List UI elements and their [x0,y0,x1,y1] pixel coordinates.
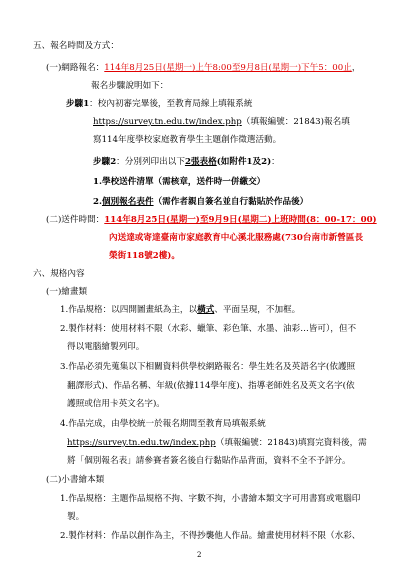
step1-label: 步驟1 [66,99,90,109]
drawing-item-3b: 翻譯形式)、作品名稱、年級(依據114學年度)、指導老師姓名及英文名字(依 [67,381,355,391]
step1-line [66,98,252,110]
item2-rest: （需作者親自簽名並自行黏貼於作品後） [153,197,309,207]
step2-suffix: ： [271,157,280,167]
d1-rest: 、平面呈現，不加框。 [214,305,301,315]
delivery-time: 114年8月25日(星期一)至9月9日(星期二)上班時間(8：00-17：00) [104,215,377,225]
delivery-prefix: (二)送件時間： [46,215,105,225]
step2-label: 步驟2 [93,157,117,167]
online-prefix: (一)網路報名： [46,63,105,73]
drawing-item-3a: 3.作品必須先蒐集以下相關資料供學校網路報名：學生姓名及英語名字(依護照 [60,362,356,372]
item2-prefix: 2. [93,197,102,207]
d1-prefix: 1.作品規格：以四開圖畫紙為主，以 [60,305,198,315]
checklist-item-1: 1.學校送件清單（需核章，送件時一併繳交） [93,177,266,187]
step2-ref: (如附件1及2) [216,157,272,167]
d4-rest: （填報編號：21843)填寫完資料後，需 [215,438,367,448]
drawing-item-4b [67,437,367,449]
online-time: 114年8月25日(星期一)上午8:00至9月8日(星期一)下午5：00止 [104,63,352,73]
step1-text3: 寫114年度學校家庭教育學生主題創作徵選活動。 [93,135,282,145]
step1-url-line [93,116,350,128]
delivery-place-2: 榮街118號2樓)。 [109,251,180,261]
d1-bold: 橫式 [197,305,215,315]
checklist-item-2 [93,196,308,208]
drawing-title: (一)繪畫類 [46,287,88,297]
online-registration-line [46,62,360,74]
drawing-item-4c: 將「個別報名表」請參賽者簽名後自行黏貼作品背面，資料不全不予評分。 [67,456,351,466]
book-item-1b: 製。 [67,512,85,522]
book-item-1a: 1.作品規格：主題作品規格不拘、字數不拘，小書繪本類文字可用書寫或電腦印 [60,494,361,504]
book-title: (二)小書繪本類 [46,475,105,485]
step2-text: ：分別列印出以下 [116,157,185,167]
step1-text: ：校內初審完畢後，至教育局線上填報系統 [89,99,253,109]
steps-intro: 報名步驟說明如下： [91,81,169,91]
step1-text2: （填報編號：21843)報名填 [241,117,350,127]
step2-bold: 2張表格 [184,157,217,167]
d4-url-link[interactable]: https://survey.tn.edu.tw/index.php [67,438,216,448]
item2-underline: 個別報名表件 [101,197,154,207]
drawing-item-2b: 得以電腦繪製列印。 [67,342,145,352]
drawing-item-1 [60,304,300,316]
drawing-item-4a: 4.作品完成，由學校統一於報名期間至教育局填報系統 [60,419,266,429]
page-number: 2 [197,551,202,559]
book-item-2a: 2.製作材料：作品以創作為主，不得抄襲他人作品。繪畫使用材料不限（水彩、 [60,531,361,541]
drawing-item-2a: 2.製作材料：使用材料不限（水彩、蠟筆、彩色筆、水墨、油彩…皆可），但不 [60,324,357,334]
step1-url-link[interactable]: https://survey.tn.edu.tw/index.php [93,117,242,127]
delivery-line [46,214,377,226]
online-suffix: ， [351,63,361,73]
delivery-place-1: 內送達或寄達臺南市家庭教育中心溪北服務處(730台南市新營區長 [109,233,364,243]
section6-title: 六、規格內容 [33,269,85,279]
drawing-item-3c: 護照或信用卡英文名字)。 [67,399,165,409]
step2-line [93,156,280,168]
section5-title: 五、報名時間及方式： [33,41,119,51]
